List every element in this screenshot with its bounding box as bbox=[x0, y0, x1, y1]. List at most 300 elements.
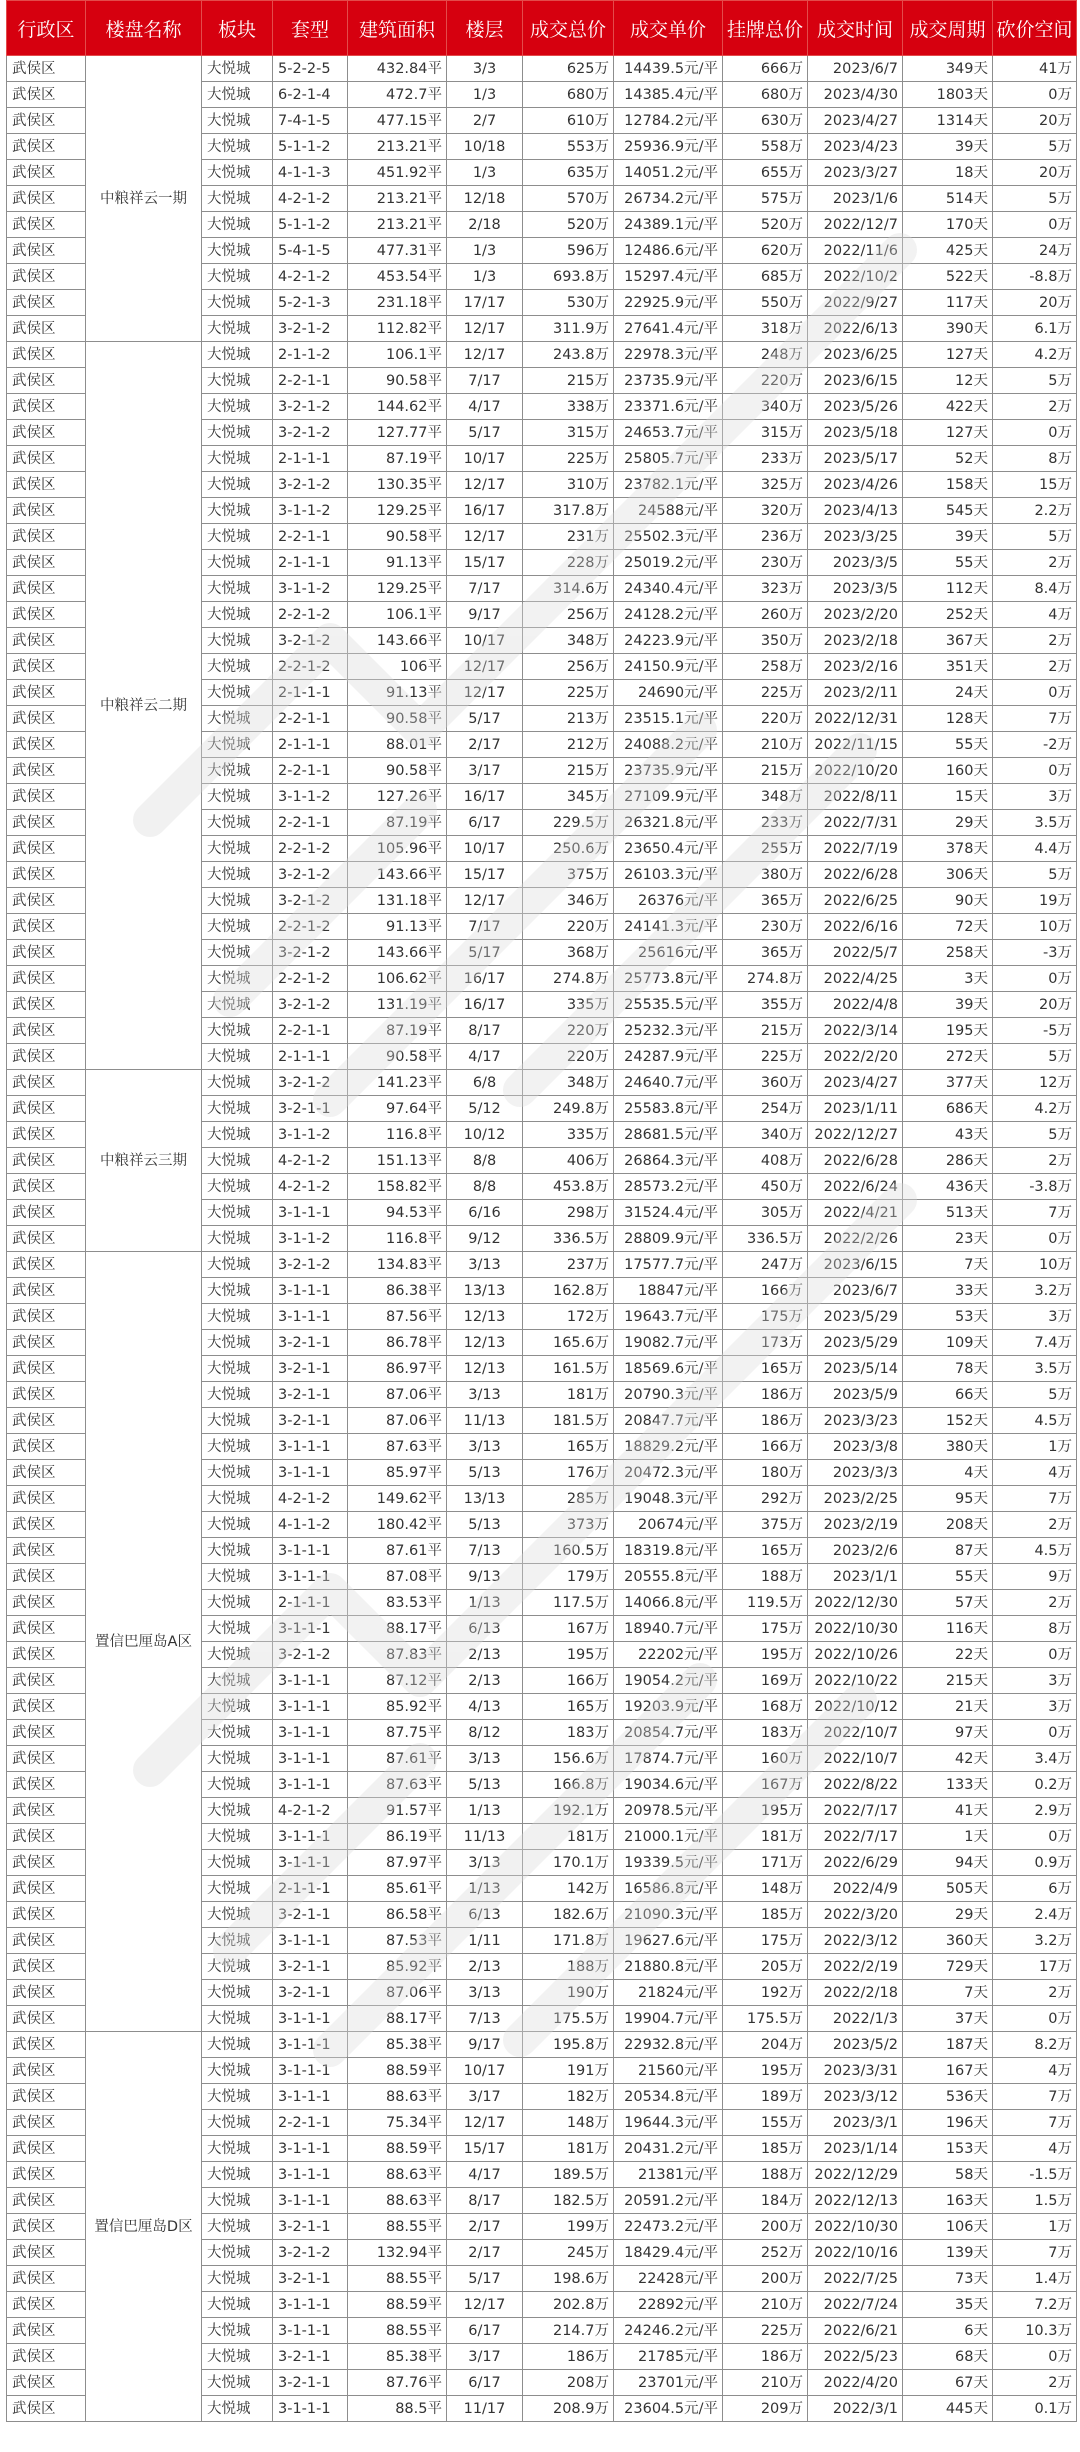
cell-sector: 大悦城 bbox=[202, 2162, 273, 2188]
cell-unit-price: 24653.7元/平 bbox=[614, 420, 723, 446]
cell-total-price: 165万 bbox=[523, 1434, 614, 1460]
cell-unit-price: 19643.7元/平 bbox=[614, 1304, 723, 1330]
cell-area: 91.13平 bbox=[348, 914, 447, 940]
cell-deal-cycle: 505天 bbox=[903, 1876, 993, 1902]
cell-unit-price: 19048.3元/平 bbox=[614, 1486, 723, 1512]
cell-area: 477.31平 bbox=[348, 238, 447, 264]
cell-area: 151.13平 bbox=[348, 1148, 447, 1174]
cell-deal-date: 2023/3/25 bbox=[808, 524, 903, 550]
cell-deal-cycle: 33天 bbox=[903, 1278, 993, 1304]
cell-district: 武侯区 bbox=[7, 576, 86, 602]
cell-area: 85.97平 bbox=[348, 1460, 447, 1486]
cell-bargain: 4万 bbox=[993, 1460, 1077, 1486]
cell-sector: 大悦城 bbox=[202, 498, 273, 524]
cell-floor: 5/13 bbox=[447, 1512, 523, 1538]
cell-sector: 大悦城 bbox=[202, 810, 273, 836]
cell-area: 85.38平 bbox=[348, 2344, 447, 2370]
cell-floor: 12/13 bbox=[447, 1330, 523, 1356]
cell-unit-type: 3-2-1-2 bbox=[273, 888, 348, 914]
cell-deal-cycle: 158天 bbox=[903, 472, 993, 498]
cell-deal-date: 2023/5/9 bbox=[808, 1382, 903, 1408]
cell-unit-price: 26864.3元/平 bbox=[614, 1148, 723, 1174]
cell-total-price: 243.8万 bbox=[523, 342, 614, 368]
cell-district: 武侯区 bbox=[7, 1122, 86, 1148]
cell-sector: 大悦城 bbox=[202, 602, 273, 628]
cell-deal-cycle: 55天 bbox=[903, 732, 993, 758]
cell-bargain: 0万 bbox=[993, 82, 1077, 108]
cell-floor: 8/8 bbox=[447, 1174, 523, 1200]
cell-unit-type: 3-2-1-1 bbox=[273, 1356, 348, 1382]
cell-area: 91.57平 bbox=[348, 1798, 447, 1824]
cell-deal-date: 2023/5/2 bbox=[808, 2032, 903, 2058]
cell-unit-type: 3-2-1-1 bbox=[273, 1096, 348, 1122]
cell-deal-date: 2022/5/7 bbox=[808, 940, 903, 966]
cell-deal-cycle: 215天 bbox=[903, 1668, 993, 1694]
cell-listing-price: 350万 bbox=[723, 628, 808, 654]
cell-floor: 10/17 bbox=[447, 628, 523, 654]
cell-area: 88.55平 bbox=[348, 2214, 447, 2240]
cell-bargain: 2.4万 bbox=[993, 1902, 1077, 1928]
cell-deal-cycle: 306天 bbox=[903, 862, 993, 888]
cell-unit-type: 3-2-1-2 bbox=[273, 940, 348, 966]
cell-sector: 大悦城 bbox=[202, 1486, 273, 1512]
cell-floor: 17/17 bbox=[447, 290, 523, 316]
cell-district: 武侯区 bbox=[7, 1876, 86, 1902]
cell-unit-type: 3-1-1-1 bbox=[273, 1304, 348, 1330]
cell-project: 中粮祥云一期 bbox=[86, 56, 202, 342]
cell-floor: 13/13 bbox=[447, 1278, 523, 1304]
cell-district: 武侯区 bbox=[7, 2292, 86, 2318]
cell-deal-cycle: 139天 bbox=[903, 2240, 993, 2266]
cell-listing-price: 175万 bbox=[723, 1616, 808, 1642]
cell-district: 武侯区 bbox=[7, 706, 86, 732]
cell-total-price: 245万 bbox=[523, 2240, 614, 2266]
cell-listing-price: 355万 bbox=[723, 992, 808, 1018]
cell-unit-type: 3-2-1-2 bbox=[273, 628, 348, 654]
cell-bargain: 4.5万 bbox=[993, 1538, 1077, 1564]
cell-sector: 大悦城 bbox=[202, 628, 273, 654]
cell-unit-price: 25936.9元/平 bbox=[614, 134, 723, 160]
cell-total-price: 570万 bbox=[523, 186, 614, 212]
cell-deal-cycle: 18天 bbox=[903, 160, 993, 186]
cell-unit-price: 19644.3元/平 bbox=[614, 2110, 723, 2136]
cell-unit-price: 26321.8元/平 bbox=[614, 810, 723, 836]
cell-total-price: 625万 bbox=[523, 56, 614, 82]
cell-unit-price: 27109.9元/平 bbox=[614, 784, 723, 810]
cell-total-price: 148万 bbox=[523, 2110, 614, 2136]
cell-deal-date: 2022/10/2 bbox=[808, 264, 903, 290]
cell-district: 武侯区 bbox=[7, 524, 86, 550]
cell-listing-price: 685万 bbox=[723, 264, 808, 290]
cell-floor: 2/13 bbox=[447, 1954, 523, 1980]
cell-district: 武侯区 bbox=[7, 602, 86, 628]
cell-deal-date: 2022/10/16 bbox=[808, 2240, 903, 2266]
cell-floor: 8/12 bbox=[447, 1720, 523, 1746]
cell-floor: 6/17 bbox=[447, 810, 523, 836]
cell-listing-price: 323万 bbox=[723, 576, 808, 602]
cell-bargain: 5万 bbox=[993, 524, 1077, 550]
cell-area: 129.25平 bbox=[348, 498, 447, 524]
cell-area: 231.18平 bbox=[348, 290, 447, 316]
cell-district: 武侯区 bbox=[7, 212, 86, 238]
cell-district: 武侯区 bbox=[7, 1252, 86, 1278]
cell-deal-cycle: 351天 bbox=[903, 654, 993, 680]
cell-unit-type: 5-2-2-5 bbox=[273, 56, 348, 82]
cell-district: 武侯区 bbox=[7, 1226, 86, 1252]
cell-unit-type: 3-1-1-1 bbox=[273, 1772, 348, 1798]
table-row bbox=[7, 1252, 1077, 1278]
cell-bargain: 17万 bbox=[993, 1954, 1077, 1980]
cell-listing-price: 680万 bbox=[723, 82, 808, 108]
cell-district: 武侯区 bbox=[7, 1616, 86, 1642]
cell-deal-date: 2022/4/9 bbox=[808, 1876, 903, 1902]
cell-district: 武侯区 bbox=[7, 550, 86, 576]
cell-sector: 大悦城 bbox=[202, 1200, 273, 1226]
cell-deal-cycle: 87天 bbox=[903, 1538, 993, 1564]
cell-unit-type: 3-1-1-1 bbox=[273, 2006, 348, 2032]
cell-total-price: 212万 bbox=[523, 732, 614, 758]
cell-sector: 大悦城 bbox=[202, 992, 273, 1018]
cell-district: 武侯区 bbox=[7, 654, 86, 680]
cell-sector: 大悦城 bbox=[202, 1590, 273, 1616]
cell-total-price: 195万 bbox=[523, 1642, 614, 1668]
cell-area: 116.8平 bbox=[348, 1226, 447, 1252]
cell-bargain: 41万 bbox=[993, 56, 1077, 82]
cell-floor: 3/17 bbox=[447, 2344, 523, 2370]
cell-listing-price: 185万 bbox=[723, 1902, 808, 1928]
cell-area: 87.53平 bbox=[348, 1928, 447, 1954]
cell-area: 130.35平 bbox=[348, 472, 447, 498]
header-area: 建筑面积 bbox=[348, 1, 447, 56]
cell-total-price: 208.9万 bbox=[523, 2396, 614, 2422]
cell-area: 105.96平 bbox=[348, 836, 447, 862]
cell-floor: 7/17 bbox=[447, 576, 523, 602]
cell-unit-price: 24389.1元/平 bbox=[614, 212, 723, 238]
cell-total-price: 375万 bbox=[523, 862, 614, 888]
cell-deal-cycle: 1314天 bbox=[903, 108, 993, 134]
cell-deal-date: 2022/12/7 bbox=[808, 212, 903, 238]
cell-unit-price: 14066.8元/平 bbox=[614, 1590, 723, 1616]
cell-deal-cycle: 68天 bbox=[903, 2344, 993, 2370]
header-unit-price: 成交单价 bbox=[614, 1, 723, 56]
cell-floor: 1/3 bbox=[447, 160, 523, 186]
cell-area: 127.26平 bbox=[348, 784, 447, 810]
cell-bargain: 0.9万 bbox=[993, 1850, 1077, 1876]
cell-bargain: 4万 bbox=[993, 2058, 1077, 2084]
cell-deal-date: 2023/4/27 bbox=[808, 1070, 903, 1096]
cell-unit-price: 12784.2元/平 bbox=[614, 108, 723, 134]
cell-listing-price: 185万 bbox=[723, 2136, 808, 2162]
cell-area: 141.23平 bbox=[348, 1070, 447, 1096]
cell-unit-price: 14385.4元/平 bbox=[614, 82, 723, 108]
cell-bargain: 5万 bbox=[993, 1044, 1077, 1070]
cell-deal-cycle: 6天 bbox=[903, 2318, 993, 2344]
cell-area: 87.61平 bbox=[348, 1538, 447, 1564]
cell-floor: 5/17 bbox=[447, 940, 523, 966]
cell-unit-type: 3-1-1-2 bbox=[273, 576, 348, 602]
cell-listing-price: 320万 bbox=[723, 498, 808, 524]
cell-unit-type: 5-2-1-3 bbox=[273, 290, 348, 316]
cell-district: 武侯区 bbox=[7, 2162, 86, 2188]
header-project: 楼盘名称 bbox=[86, 1, 202, 56]
cell-listing-price: 230万 bbox=[723, 550, 808, 576]
cell-sector: 大悦城 bbox=[202, 1304, 273, 1330]
cell-district: 武侯区 bbox=[7, 2344, 86, 2370]
cell-sector: 大悦城 bbox=[202, 1070, 273, 1096]
cell-deal-cycle: 522天 bbox=[903, 264, 993, 290]
cell-sector: 大悦城 bbox=[202, 446, 273, 472]
cell-deal-cycle: 3天 bbox=[903, 966, 993, 992]
cell-unit-price: 20431.2元/平 bbox=[614, 2136, 723, 2162]
cell-unit-price: 20534.8元/平 bbox=[614, 2084, 723, 2110]
cell-sector: 大悦城 bbox=[202, 1980, 273, 2006]
cell-floor: 3/13 bbox=[447, 1252, 523, 1278]
cell-floor: 5/13 bbox=[447, 1772, 523, 1798]
cell-listing-price: 550万 bbox=[723, 290, 808, 316]
cell-area: 87.63平 bbox=[348, 1434, 447, 1460]
cell-district: 武侯区 bbox=[7, 1382, 86, 1408]
cell-listing-price: 575万 bbox=[723, 186, 808, 212]
cell-unit-type: 3-1-1-1 bbox=[273, 2318, 348, 2344]
cell-floor: 5/17 bbox=[447, 706, 523, 732]
cell-listing-price: 188万 bbox=[723, 2162, 808, 2188]
cell-deal-date: 2022/2/19 bbox=[808, 1954, 903, 1980]
cell-deal-cycle: 195天 bbox=[903, 1018, 993, 1044]
cell-deal-cycle: 128天 bbox=[903, 706, 993, 732]
cell-deal-date: 2023/2/11 bbox=[808, 680, 903, 706]
cell-bargain: 3.2万 bbox=[993, 1928, 1077, 1954]
cell-bargain: -2万 bbox=[993, 732, 1077, 758]
cell-area: 87.75平 bbox=[348, 1720, 447, 1746]
cell-unit-type: 3-1-1-1 bbox=[273, 1200, 348, 1226]
cell-unit-price: 24340.4元/平 bbox=[614, 576, 723, 602]
cell-unit-type: 2-1-1-1 bbox=[273, 1044, 348, 1070]
cell-sector: 大悦城 bbox=[202, 784, 273, 810]
cell-deal-cycle: 22天 bbox=[903, 1642, 993, 1668]
cell-deal-date: 2023/2/6 bbox=[808, 1538, 903, 1564]
cell-unit-type: 2-1-1-1 bbox=[273, 550, 348, 576]
header-sector: 板块 bbox=[202, 1, 273, 56]
cell-sector: 大悦城 bbox=[202, 316, 273, 342]
cell-area: 453.54平 bbox=[348, 264, 447, 290]
cell-total-price: 406万 bbox=[523, 1148, 614, 1174]
cell-district: 武侯区 bbox=[7, 1772, 86, 1798]
cell-deal-date: 2023/3/5 bbox=[808, 576, 903, 602]
cell-total-price: 250.6万 bbox=[523, 836, 614, 862]
cell-deal-cycle: 116天 bbox=[903, 1616, 993, 1642]
cell-total-price: 348万 bbox=[523, 628, 614, 654]
cell-listing-price: 186万 bbox=[723, 1408, 808, 1434]
cell-listing-price: 186万 bbox=[723, 1382, 808, 1408]
cell-area: 85.92平 bbox=[348, 1694, 447, 1720]
cell-area: 86.19平 bbox=[348, 1824, 447, 1850]
cell-deal-cycle: 160天 bbox=[903, 758, 993, 784]
cell-area: 213.21平 bbox=[348, 212, 447, 238]
cell-deal-cycle: 7天 bbox=[903, 1252, 993, 1278]
cell-floor: 12/17 bbox=[447, 472, 523, 498]
cell-bargain: 8万 bbox=[993, 1616, 1077, 1642]
cell-deal-cycle: 425天 bbox=[903, 238, 993, 264]
cell-floor: 13/13 bbox=[447, 1486, 523, 1512]
cell-project: 置信巴厘岛D区 bbox=[86, 2032, 202, 2422]
cell-bargain: 8.2万 bbox=[993, 2032, 1077, 2058]
cell-bargain: 4.4万 bbox=[993, 836, 1077, 862]
cell-district: 武侯区 bbox=[7, 420, 86, 446]
cell-bargain: 8.4万 bbox=[993, 576, 1077, 602]
cell-total-price: 520万 bbox=[523, 212, 614, 238]
cell-bargain: 2.2万 bbox=[993, 498, 1077, 524]
cell-bargain: -8.8万 bbox=[993, 264, 1077, 290]
cell-deal-date: 2023/5/29 bbox=[808, 1330, 903, 1356]
cell-district: 武侯区 bbox=[7, 1538, 86, 1564]
cell-listing-price: 148万 bbox=[723, 1876, 808, 1902]
cell-district: 武侯区 bbox=[7, 836, 86, 862]
cell-sector: 大悦城 bbox=[202, 2214, 273, 2240]
cell-unit-price: 18847元/平 bbox=[614, 1278, 723, 1304]
cell-area: 88.63平 bbox=[348, 2084, 447, 2110]
cell-district: 武侯区 bbox=[7, 2318, 86, 2344]
cell-unit-type: 3-2-1-2 bbox=[273, 1252, 348, 1278]
cell-listing-price: 200万 bbox=[723, 2214, 808, 2240]
cell-deal-date: 2023/2/20 bbox=[808, 602, 903, 628]
cell-sector: 大悦城 bbox=[202, 706, 273, 732]
cell-unit-type: 3-2-1-2 bbox=[273, 472, 348, 498]
cell-unit-type: 3-2-1-1 bbox=[273, 1408, 348, 1434]
cell-deal-cycle: 272天 bbox=[903, 1044, 993, 1070]
cell-bargain: -1.5万 bbox=[993, 2162, 1077, 2188]
cell-area: 88.17平 bbox=[348, 1616, 447, 1642]
cell-district: 武侯区 bbox=[7, 1902, 86, 1928]
cell-total-price: 175.5万 bbox=[523, 2006, 614, 2032]
cell-unit-price: 20790.3元/平 bbox=[614, 1382, 723, 1408]
cell-listing-price: 175万 bbox=[723, 1304, 808, 1330]
cell-unit-type: 3-1-1-1 bbox=[273, 1538, 348, 1564]
cell-area: 87.97平 bbox=[348, 1850, 447, 1876]
cell-area: 131.18平 bbox=[348, 888, 447, 914]
cell-unit-price: 19034.6元/平 bbox=[614, 1772, 723, 1798]
cell-sector: 大悦城 bbox=[202, 160, 273, 186]
cell-floor: 12/17 bbox=[447, 524, 523, 550]
cell-floor: 4/13 bbox=[447, 1694, 523, 1720]
cell-bargain: 9万 bbox=[993, 1564, 1077, 1590]
cell-area: 86.38平 bbox=[348, 1278, 447, 1304]
cell-unit-price: 25502.3元/平 bbox=[614, 524, 723, 550]
cell-deal-date: 2022/6/13 bbox=[808, 316, 903, 342]
cell-deal-cycle: 513天 bbox=[903, 1200, 993, 1226]
cell-district: 武侯区 bbox=[7, 1668, 86, 1694]
cell-bargain: 2万 bbox=[993, 1512, 1077, 1538]
cell-total-price: 553万 bbox=[523, 134, 614, 160]
cell-district: 武侯区 bbox=[7, 2370, 86, 2396]
cell-unit-price: 24287.9元/平 bbox=[614, 1044, 723, 1070]
cell-bargain: 2万 bbox=[993, 654, 1077, 680]
cell-district: 武侯区 bbox=[7, 2266, 86, 2292]
cell-deal-cycle: 52天 bbox=[903, 446, 993, 472]
cell-district: 武侯区 bbox=[7, 2396, 86, 2422]
cell-deal-cycle: 536天 bbox=[903, 2084, 993, 2110]
cell-bargain: 0万 bbox=[993, 2006, 1077, 2032]
cell-deal-date: 2022/6/16 bbox=[808, 914, 903, 940]
cell-listing-price: 260万 bbox=[723, 602, 808, 628]
cell-district: 武侯区 bbox=[7, 1174, 86, 1200]
cell-total-price: 228万 bbox=[523, 550, 614, 576]
cell-area: 97.64平 bbox=[348, 1096, 447, 1122]
cell-bargain: 0万 bbox=[993, 1642, 1077, 1668]
cell-area: 127.77平 bbox=[348, 420, 447, 446]
cell-deal-date: 2022/7/31 bbox=[808, 810, 903, 836]
cell-bargain: 3.5万 bbox=[993, 810, 1077, 836]
cell-bargain: 3万 bbox=[993, 1668, 1077, 1694]
cell-floor: 2/13 bbox=[447, 1642, 523, 1668]
cell-district: 武侯区 bbox=[7, 1850, 86, 1876]
cell-floor: 4/17 bbox=[447, 394, 523, 420]
cell-deal-cycle: 58天 bbox=[903, 2162, 993, 2188]
cell-bargain: 5万 bbox=[993, 862, 1077, 888]
cell-district: 武侯区 bbox=[7, 888, 86, 914]
cell-bargain: -3万 bbox=[993, 940, 1077, 966]
cell-floor: 16/17 bbox=[447, 498, 523, 524]
cell-area: 87.06平 bbox=[348, 1980, 447, 2006]
cell-deal-cycle: 109天 bbox=[903, 1330, 993, 1356]
cell-district: 武侯区 bbox=[7, 472, 86, 498]
cell-unit-type: 4-2-1-2 bbox=[273, 1486, 348, 1512]
cell-deal-date: 2023/4/13 bbox=[808, 498, 903, 524]
cell-sector: 大悦城 bbox=[202, 2032, 273, 2058]
cell-deal-cycle: 286天 bbox=[903, 1148, 993, 1174]
cell-deal-date: 2023/2/16 bbox=[808, 654, 903, 680]
cell-unit-type: 3-1-1-1 bbox=[273, 2032, 348, 2058]
cell-unit-price: 20978.5元/平 bbox=[614, 1798, 723, 1824]
cell-bargain: 20万 bbox=[993, 108, 1077, 134]
cell-area: 112.82平 bbox=[348, 316, 447, 342]
cell-deal-cycle: 41天 bbox=[903, 1798, 993, 1824]
cell-area: 75.34平 bbox=[348, 2110, 447, 2136]
cell-area: 472.7平 bbox=[348, 82, 447, 108]
cell-floor: 16/17 bbox=[447, 992, 523, 1018]
cell-unit-price: 19082.7元/平 bbox=[614, 1330, 723, 1356]
cell-unit-type: 3-1-1-1 bbox=[273, 1928, 348, 1954]
header-floor: 楼层 bbox=[447, 1, 523, 56]
cell-bargain: 19万 bbox=[993, 888, 1077, 914]
header-deal-cycle: 成交周期 bbox=[903, 1, 993, 56]
cell-unit-type: 2-2-1-1 bbox=[273, 368, 348, 394]
cell-district: 武侯区 bbox=[7, 1642, 86, 1668]
cell-bargain: 0.2万 bbox=[993, 1772, 1077, 1798]
cell-deal-date: 2022/6/24 bbox=[808, 1174, 903, 1200]
cell-deal-date: 2023/1/1 bbox=[808, 1564, 903, 1590]
cell-bargain: 1.4万 bbox=[993, 2266, 1077, 2292]
cell-bargain: 0.1万 bbox=[993, 2396, 1077, 2422]
cell-area: 143.66平 bbox=[348, 628, 447, 654]
cell-deal-date: 2023/3/23 bbox=[808, 1408, 903, 1434]
cell-sector: 大悦城 bbox=[202, 2188, 273, 2214]
cell-deal-date: 2023/5/17 bbox=[808, 446, 903, 472]
cell-listing-price: 558万 bbox=[723, 134, 808, 160]
cell-unit-type: 3-1-1-1 bbox=[273, 2396, 348, 2422]
cell-total-price: 346万 bbox=[523, 888, 614, 914]
cell-unit-price: 22932.8元/平 bbox=[614, 2032, 723, 2058]
cell-sector: 大悦城 bbox=[202, 1772, 273, 1798]
cell-area: 131.19平 bbox=[348, 992, 447, 1018]
cell-sector: 大悦城 bbox=[202, 2058, 273, 2084]
cell-deal-date: 2023/4/26 bbox=[808, 472, 903, 498]
cell-deal-date: 2023/1/14 bbox=[808, 2136, 903, 2162]
cell-deal-date: 2022/7/17 bbox=[808, 1824, 903, 1850]
cell-sector: 大悦城 bbox=[202, 1928, 273, 1954]
cell-area: 87.61平 bbox=[348, 1746, 447, 1772]
cell-sector: 大悦城 bbox=[202, 290, 273, 316]
cell-deal-cycle: 66天 bbox=[903, 1382, 993, 1408]
